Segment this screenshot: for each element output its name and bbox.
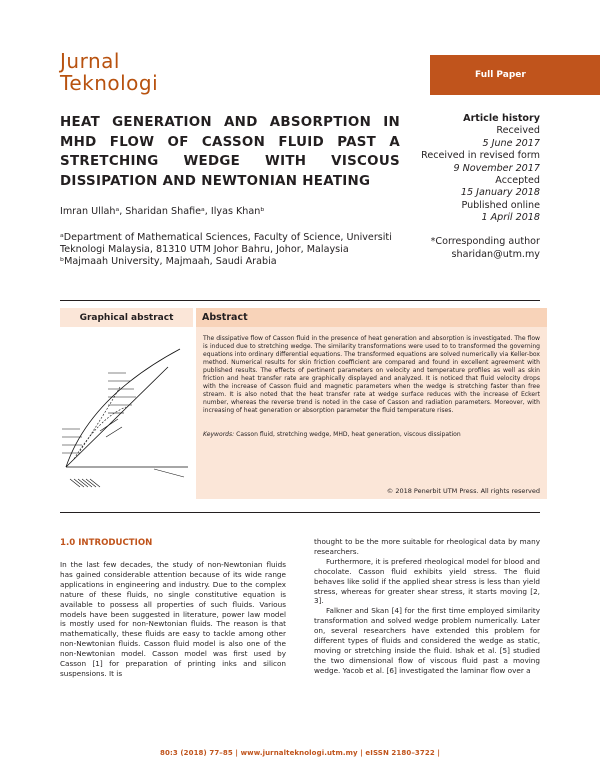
column-left — [60, 560, 286, 679]
paragraph: thought to be the more suitable for rheological data by many researchers. — [314, 537, 540, 556]
history-heading: Article history — [463, 113, 540, 124]
corresponding-author — [380, 236, 540, 261]
title-line: STRETCHING WEDGE WITH VISCOUS — [60, 154, 400, 169]
affiliation-a: ᵃDepartment of Mathematical Sciences, Faculty of Science, Universiti Teknologi Malaysia, 81310 UTM Johor Bahru, Johor, Malaysia — [60, 232, 392, 256]
abstract-heading: Abstract — [196, 308, 547, 327]
journal-logo — [60, 50, 158, 94]
top-divider — [60, 300, 540, 301]
affiliations — [60, 232, 405, 269]
revised-label: Received in revised form — [421, 150, 540, 162]
abstract-text: The dissipative flow of Casson fluid in the presence of heat generation and absorption is investigated. The flow is induced due to stretching wedge. The similarity transformations were used to to transformed the governing equations into ordinary differential equations. The transformed equations are solved numerically via Keller-box method. Numerical results for skin friction coefficient are compared and found in excellent agreement with published results. The effects of pertinent parameters on velocity and temperature profiles as well as skin friction and heat transfer rate are graphically displayed and analyzed. It is noticed that fluid velocity drops with the increase of Casson fluid and magnetic parameters when the wedge is stretching faster than free stream. It is also noted that the heat transfer rate at wedge surface reduces with the increase of Eckert number, whereas the reverse trend is noted in the case of Casson and radiation parameters. Moreover, with increasing of heat generation or absorption parameter the fluid temperature rises. — [203, 335, 540, 415]
published-date: 1 April 2018 — [481, 212, 540, 224]
intro-paragraph: In the last few decades, the study of non-Newtonian fluids has gained considerable attention because of its wide range applications in engineering and industry. Due to the complex nature of these fluids, no single constitutive equation is available to possess all properties of such fluids. Various models have been suggested in literature, power law model is mostly used for non-Newtonian fluids. The reason is that mathematically, these fluids are easy to tackle among other non-Newtonian fluids. Casson fluid model is also one of the non-Newtonian model. Casson model was first used by Casson [1] for preparation of printing inks and silicon suspensions. It is — [60, 560, 286, 678]
accepted-label: Accepted — [495, 175, 540, 187]
keywords — [203, 431, 540, 439]
page-footer: 80:3 (2018) 77–85 | www.jurnalteknologi.utm.my | eISSN 2180–3722 | — [160, 749, 440, 757]
title-line: HEAT GENERATION AND ABSORPTION IN — [60, 115, 400, 130]
title-line: DISSIPATION AND NEWTONIAN HEATING — [60, 173, 371, 189]
introduction-heading: 1.0 INTRODUCTION — [60, 538, 153, 548]
paper-title — [60, 113, 400, 191]
column-right — [314, 537, 540, 676]
accepted-date: 15 January 2018 — [460, 187, 540, 199]
affiliation-b: ᵇMajmaah University, Majmaah, Saudi Arabia — [60, 256, 277, 268]
middle-divider — [60, 512, 540, 513]
copyright: © 2018 Penerbit UTM Press. All rights reserved — [386, 486, 540, 495]
revised-date: 9 November 2017 — [453, 162, 540, 174]
graphical-abstract-heading: Graphical abstract — [60, 308, 193, 327]
received-date: 5 June 2017 — [482, 137, 540, 149]
full-paper-badge: Full Paper — [430, 55, 600, 95]
corresponding-label: *Corresponding author — [430, 236, 540, 247]
keywords-label: Keywords: — [203, 431, 235, 439]
keywords-text: Casson fluid, stretching wedge, MHD, heat generation, viscous dissipation — [236, 431, 461, 439]
graphical-abstract-figure — [60, 327, 194, 499]
published-label: Published online — [461, 199, 540, 211]
title-line: MHD FLOW OF CASSON FLUID PAST A — [60, 134, 400, 150]
paragraph: Falkner and Skan [4] for the first time employed similarity transformation and solved wedge problem numerically. Later on, several researchers have extended this problem for different types of fluids and considered the wedge as static, moving or stretching inside the fluid. Ishak et al. [5] studied the two dimensional flow of viscous fluid past a moving wedge. Yacob et al. [6] investigated the laminar flow over a — [314, 606, 540, 675]
paragraph: Furthermore, it is prefered rheological model for blood and chocolate. Casson fluid exhibits yield stress. The fluid behaves like solid if the applied shear stress is less than yield stress, whereas for greater shear stress, it starts moving [2, 3]. — [314, 556, 540, 606]
corresponding-email[interactable]: sharidan@utm.my — [451, 248, 540, 260]
received-label: Received — [496, 125, 540, 137]
authors: Imran Ullahᵃ, Sharidan Shafieᵃ, Ilyas Khanᵇ — [60, 206, 265, 217]
abstract-box — [196, 327, 547, 499]
article-history — [380, 113, 540, 225]
journal-name-line1: Jurnal — [60, 49, 120, 73]
journal-name-line2: Teknologi — [60, 71, 159, 95]
